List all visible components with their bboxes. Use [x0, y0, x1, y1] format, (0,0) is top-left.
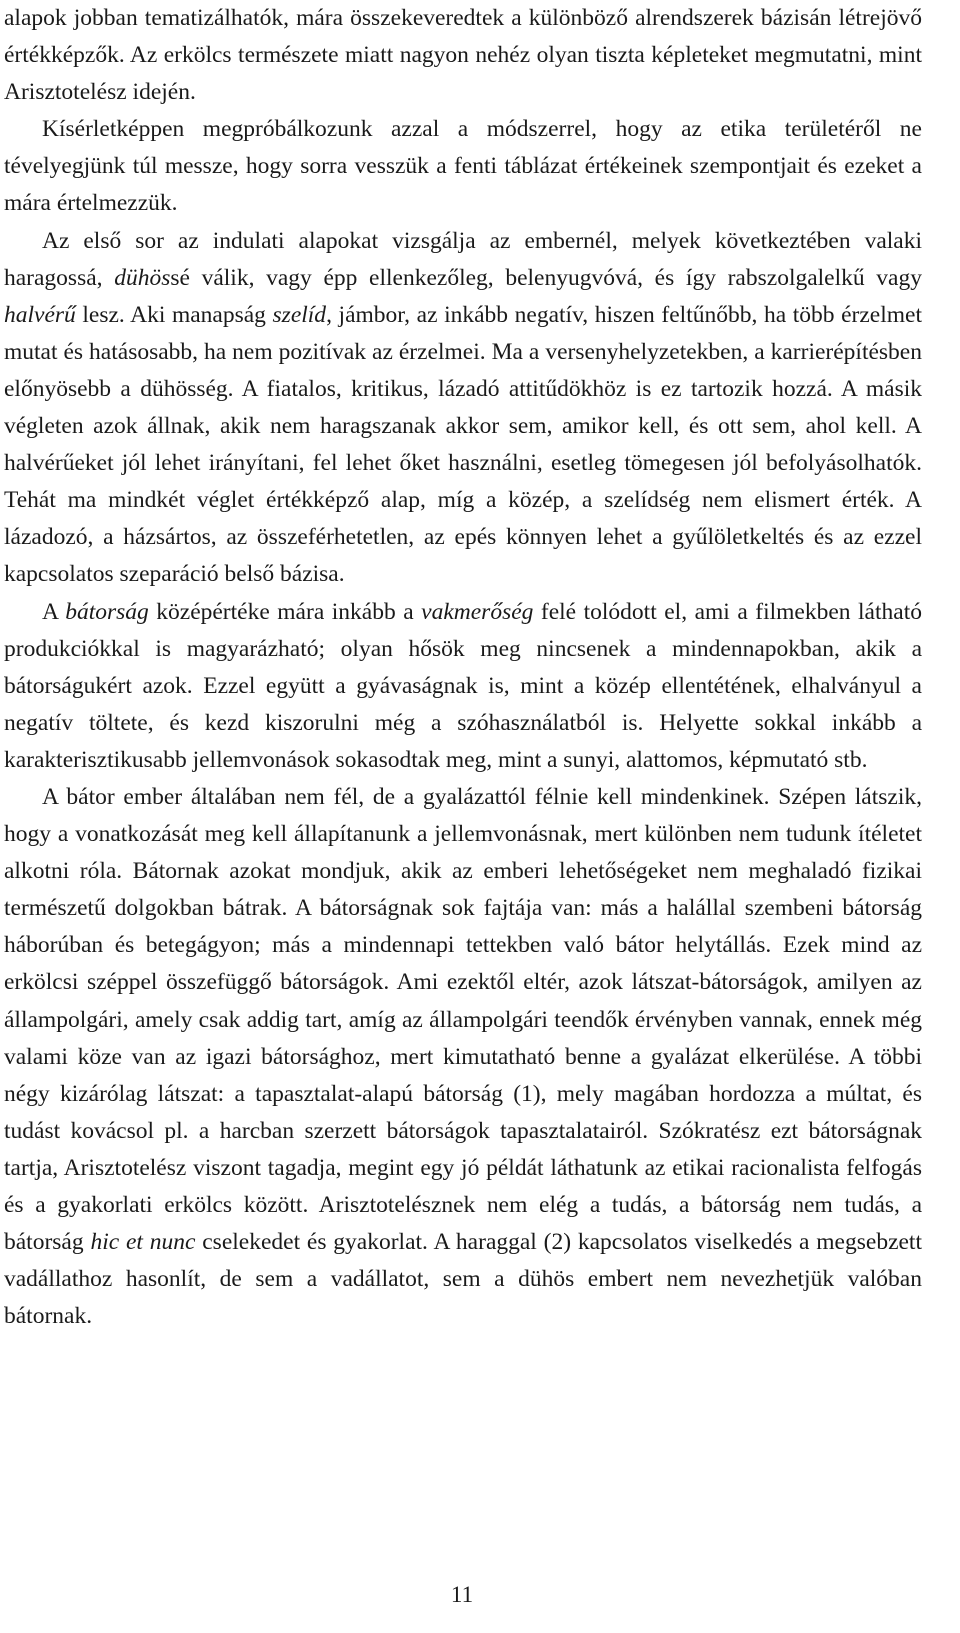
paragraph [4, 779, 922, 1335]
paragraph [4, 111, 922, 222]
text-run: lesz. Aki manapság [75, 301, 273, 328]
text-run: A [42, 598, 66, 625]
italic-text-run: bátorság [65, 598, 149, 625]
italic-text-run: halvérű [4, 301, 76, 328]
page-number: 11 [450, 1582, 474, 1607]
text-run: sé válik, vagy épp ellenkezőleg, belenyugvóvá, és így rabszolgalelkű vagy [170, 264, 922, 291]
text-run: Az első sor az indulati alapokat vizsgálja az embernél, melyek következtében valaki haragossá, [4, 227, 922, 291]
text-run: felé tolódott el, ami a filmekben látható produkciókkal is magyarázható; olyan hősök meg nincsenek a mindennapokban, akik a bátorságukért azok. Ezzel együtt a gyávaságnak is, mint a közép ellentétének, elhalványul a negatív töltete, és kezd kiszorulni még a szóhasználatból is. Helyette sokkal inkább a karakterisztikusabb jellemvonások sokasodtak meg, mint a sunyi, alattomos, képmutató stb. [4, 598, 922, 773]
paragraph [4, 223, 922, 594]
italic-text-run: szelíd [272, 301, 327, 328]
text-run: cselekedet és gyakorlat. A haraggal (2) kapcsolatos viselkedés a megsebzett vadállathoz hasonlít, de sem a vadállatot, sem a dühös embert nem nevezhetjük valóban bátornak. [4, 1229, 922, 1330]
text-run: alapok jobban tematizálhatók, mára összekeveredtek a különböző alrendszerek bázisán létrejövő értékképzők. Az erkölcs természete miatt nagyon nehéz olyan tiszta képleteket megmutatni, mint Arisztotelész idején. [4, 5, 922, 106]
paragraph [4, 0, 922, 111]
italic-text-run: dühös [114, 264, 171, 291]
text-run: , jámbor, az inkább negatív, hiszen feltűnőbb, ha több érzelmet mutat és hatásosabb, ha nem pozitívak az érzelmei. Ma a versenyhelyzetekben, a karrierépítésben előnyösebb a dühösség. A fiatalos, kritikus, lázadó attitűdökhöz is ez tartozik hozzá. A másik végleten azok állnak, akik nem haragszanak akkor sem, amikor kell, és ott sem, ahol kell. A halvérűeket jól lehet irányítani, fel lehet őket használni, esetleg tömegesen jól befolyásolhatók. Tehát ma mindkét véglet értékképző alap, míg a közép, a szelídség nem elismert érték. A lázadozó, a házsártos, az összeférhetetlen, az epés könnyen lehet a gyűlöletkeltés és az ezzel kapcsolatos szeparáció belső bázisa. [4, 301, 922, 588]
paragraph [4, 594, 922, 779]
text-run: A bátor ember általában nem fél, de a gyalázattól félnie kell mindenkinek. Szépen látszik, hogy a vonatkozását meg kell állapítanunk a jellemvonásnak, mert különben nem tudunk ítéletet alkotni róla. Bátornak azokat mondjuk, akik az emberi lehetőségeket nem meghaladó fizikai természetű dolgokban bátrak. A bátorságnak sok fajtája van: más a halállal szembeni bátorság háborúban és betegágyon; más a mindennapi tettekben való bátor helytállás. Ezek mind az erkölcsi széppel összefüggő bátorságok. Ami ezektől eltér, azok látszat-bátorságok, amilyen az állampolgári, amely csak addig tart, amíg az állampolgári teendők érvényben vannak, ennek még valami köze van az igazi bátorsághoz, mert kimutatható benne a gyalázat elkerülése. A többi négy kizárólag látszat: a tapasztalat-alapú bátorság (1), mely magában hordozza a múltat, és tudást kovácsol pl. a harcban szerzett bátorságok tapasztalatairól. Szókratész ezt bátorságnak tartja, Arisztotelész viszont tagadja, megint egy jó példát láthatunk az etikai racionalista felfogás és a gyakorlati erkölcs között. Arisztotelésznek nem elég a tudás, a bátorság nem tudás, a bátorság [4, 783, 922, 1256]
text-run: Kísérletképpen megpróbálkozunk azzal a módszerrel, hogy az etika területéről ne tévelyegjünk túl messze, hogy sorra vesszük a fenti táblázat értékeinek szempontjait és ezeket a mára értelmezzük. [4, 116, 922, 217]
italic-text-run: vakmerőség [421, 598, 534, 625]
body-text [4, 0, 922, 1335]
text-run: középértéke mára inkább a [148, 598, 422, 625]
italic-text-run: hic et nunc [90, 1229, 196, 1256]
